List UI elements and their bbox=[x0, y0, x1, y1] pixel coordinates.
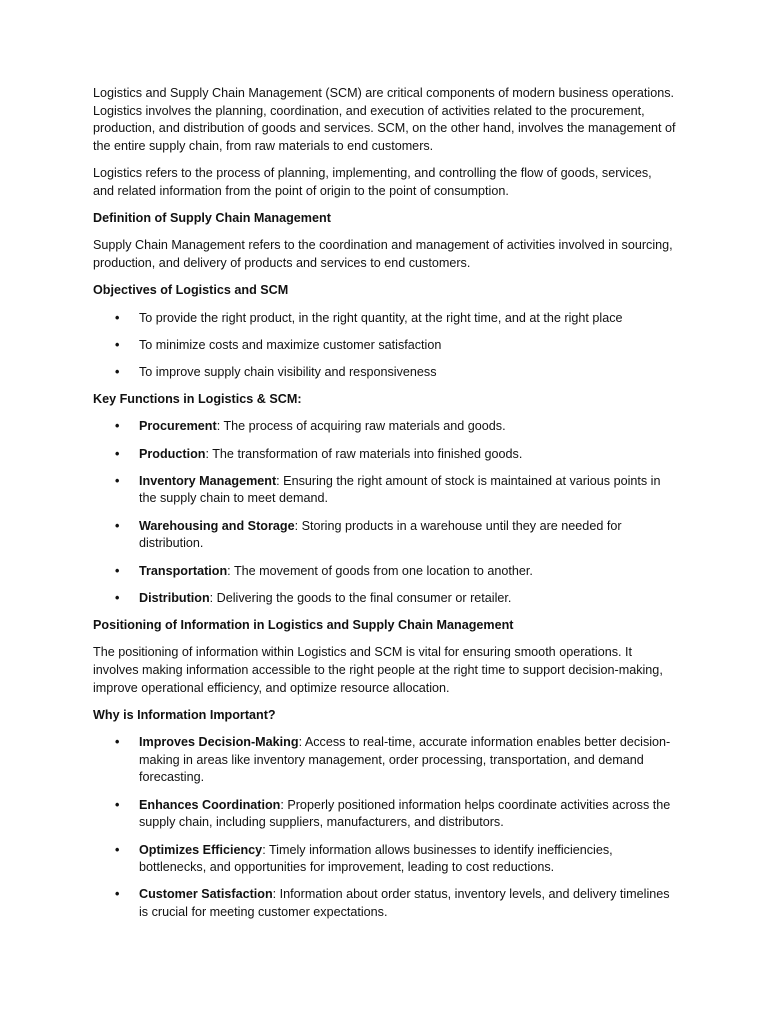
list-item-term: Procurement bbox=[139, 419, 217, 434]
list-item bbox=[93, 518, 676, 553]
list-item-term: Optimizes Efficiency bbox=[139, 842, 263, 857]
list-item-term: Warehousing and Storage bbox=[139, 518, 295, 533]
importance-heading: Why is Information Important? bbox=[93, 707, 276, 722]
list-item-term: Transportation bbox=[139, 563, 228, 578]
list-item-term: Customer Satisfaction bbox=[139, 887, 273, 902]
list-item bbox=[93, 310, 676, 328]
list-item-text: : Properly positioned information helps coordinate activities across the supply chain, including suppliers, manufacturers, and distributors. bbox=[139, 797, 671, 830]
list-item bbox=[93, 590, 676, 608]
intro-paragraph-2: Logistics refers to the process of planning, implementing, and controlling the flow of goods, services, and related information from the point of origin to the point of consumption. bbox=[93, 166, 652, 199]
list-item-text: : The transformation of raw materials into finished goods. bbox=[205, 446, 523, 461]
list-item-text: : Ensuring the right amount of stock is maintained at various points in the supply chain to meet demand. bbox=[139, 473, 661, 506]
list-item bbox=[93, 563, 676, 581]
definition-paragraph: Supply Chain Management refers to the coordination and management of activities involved in sourcing, production, and delivery of products and services to end customers. bbox=[93, 238, 673, 271]
list-item-term: Inventory Management bbox=[139, 473, 277, 488]
list-item-term: Production bbox=[139, 446, 206, 461]
bullet-icon: • bbox=[115, 337, 120, 352]
intro-paragraph-1: Logistics and Supply Chain Management (SCM) are critical components of modern business operations. Logistics involves the planning, coordination, and execution of activities related to the procurement, production, and distribution of goods and services. SCM, on the other hand, involves the management of the entire supply chain, from raw materials to end customers. bbox=[93, 86, 676, 154]
list-item-text: : Timely information allows businesses to identify inefficiencies, bottlenecks, and opportunities for improvement, leading to cost reductions. bbox=[139, 842, 613, 875]
list-item bbox=[93, 886, 676, 921]
list-item bbox=[93, 797, 676, 832]
list-item bbox=[93, 473, 676, 508]
bullet-icon: • bbox=[115, 473, 120, 488]
list-item bbox=[93, 418, 676, 436]
list-item-text: : Delivering the goods to the final consumer or retailer. bbox=[209, 590, 512, 605]
bullet-icon: • bbox=[115, 734, 120, 749]
functions-list bbox=[93, 418, 676, 607]
objectives-list bbox=[93, 310, 676, 382]
list-item bbox=[93, 734, 676, 787]
list-item-term: Enhances Coordination bbox=[139, 797, 281, 812]
bullet-icon: • bbox=[115, 563, 120, 578]
bullet-icon: • bbox=[115, 364, 120, 379]
functions-heading: Key Functions in Logistics & SCM: bbox=[93, 392, 302, 407]
positioning-paragraph: The positioning of information within Logistics and SCM is vital for ensuring smooth operations. It involves making information accessible to the right people at the right time to support decision-making, improve operational efficiency, and optimize resource allocation. bbox=[93, 645, 663, 695]
bullet-icon: • bbox=[115, 842, 120, 857]
list-item-text: : The process of acquiring raw materials and goods. bbox=[216, 419, 506, 434]
list-item-text: To provide the right product, in the right quantity, at the right time, and at the right place bbox=[139, 310, 623, 325]
list-item-text: : Information about order status, inventory levels, and delivery timelines is crucial for meeting customer expectations. bbox=[139, 887, 670, 920]
bullet-icon: • bbox=[115, 590, 120, 605]
list-item bbox=[93, 446, 676, 464]
list-item-text: To minimize costs and maximize customer satisfaction bbox=[139, 337, 442, 352]
bullet-icon: • bbox=[115, 797, 120, 812]
list-item-text: To improve supply chain visibility and responsiveness bbox=[139, 364, 437, 379]
list-item bbox=[93, 364, 676, 382]
list-item-term: Distribution bbox=[139, 590, 210, 605]
definition-heading: Definition of Supply Chain Management bbox=[93, 211, 331, 226]
bullet-icon: • bbox=[115, 419, 120, 434]
list-item-text: : The movement of goods from one location to another. bbox=[227, 563, 533, 578]
bullet-icon: • bbox=[115, 518, 120, 533]
list-item-text: : Access to real-time, accurate information enables better decision-making in areas like inventory management, order processing, transportation, and demand forecasting. bbox=[139, 734, 671, 785]
list-item-text: : Storing products in a warehouse until they are needed for distribution. bbox=[139, 518, 622, 551]
list-item bbox=[93, 842, 676, 877]
importance-list bbox=[93, 734, 676, 922]
positioning-heading: Positioning of Information in Logistics and Supply Chain Management bbox=[93, 617, 514, 632]
list-item-term: Improves Decision-Making bbox=[139, 734, 299, 749]
bullet-icon: • bbox=[115, 446, 120, 461]
bullet-icon: • bbox=[115, 310, 120, 325]
bullet-icon: • bbox=[115, 887, 120, 902]
objectives-heading: Objectives of Logistics and SCM bbox=[93, 283, 289, 298]
list-item bbox=[93, 337, 676, 355]
